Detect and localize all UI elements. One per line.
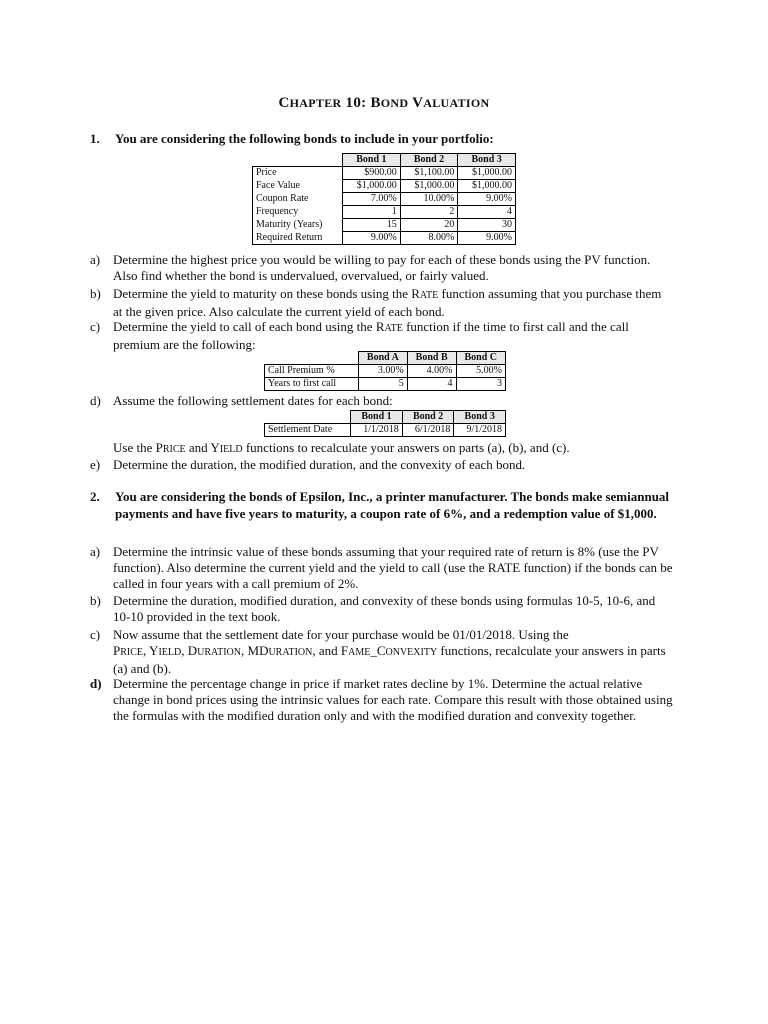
table-cell: 1 <box>343 206 401 219</box>
table-header-row <box>253 154 516 167</box>
item-label: c) <box>90 627 101 642</box>
column-header: Bond 3 <box>454 411 506 424</box>
item-text <box>113 286 673 320</box>
text-run: Determine the yield to call of each bond using the <box>113 319 376 334</box>
table-row <box>253 180 516 193</box>
table-cell: 5.00% <box>456 365 505 378</box>
function-name: URATION <box>268 647 313 658</box>
row-label: Face Value <box>253 180 343 193</box>
table-cell: 9/1/2018 <box>454 424 506 437</box>
title-part: 10: <box>341 95 371 111</box>
function-name: F <box>340 643 349 658</box>
function-name: RICE <box>162 444 186 455</box>
table-cell: $1,000.00 <box>400 180 458 193</box>
item-text: Determine the duration, modified duration, and convexity of these bonds using formulas 10-5, 10-6, and 10-10 provided in the text book. <box>113 593 656 624</box>
item-text: Assume the following settlement dates for each bond: <box>113 393 393 408</box>
call-premium-table <box>264 351 506 391</box>
function-name: IELD <box>219 444 243 455</box>
row-label: Frequency <box>253 206 343 219</box>
item-text: Determine the intrinsic value of these bonds assuming that your required rate of return is 8% (use the PV function). Also determine the current yield and the yield to call (use the RATE function) if the bonds can be called in four years with a call premium of 2%. <box>113 544 673 591</box>
table-row <box>253 167 516 180</box>
table-header-row <box>265 411 506 424</box>
table-cell: 9.00% <box>458 193 516 206</box>
column-header: Bond C <box>456 352 505 365</box>
item-label: b) <box>90 593 101 608</box>
table-cell: 7.00% <box>343 193 401 206</box>
text-run: functions to recalculate your answers on parts (a), (b), and (c). <box>242 440 570 455</box>
table-cell: 10.00% <box>400 193 458 206</box>
text-run: , <box>181 643 188 658</box>
function-name: IELD <box>158 647 182 658</box>
title-part: C <box>278 95 290 111</box>
question-text: You are considering the bonds of Epsilon, Inc., a printer manufacturer. The bonds make semiannual payments and have five years to maturity, a coupon rate of 6%, and a redemption value of $1,000. <box>115 489 670 521</box>
column-header: Bond A <box>359 352 408 365</box>
column-header: Bond B <box>407 352 456 365</box>
row-label: Settlement Date <box>265 424 351 437</box>
table-cell: 6/1/2018 <box>402 424 454 437</box>
function-name: URATION <box>197 647 241 658</box>
function-name: R <box>411 286 420 301</box>
table-row <box>265 378 506 391</box>
settlement-date-table <box>264 410 506 437</box>
column-header: Bond 2 <box>402 411 454 424</box>
row-label: Call Premium % <box>265 365 359 378</box>
function-name: ATE <box>419 290 439 301</box>
text-run: Use the <box>113 440 156 455</box>
function-name: _C <box>370 643 386 658</box>
table-cell: 9.00% <box>343 232 401 245</box>
row-label: Coupon Rate <box>253 193 343 206</box>
item-text <box>113 627 673 677</box>
table-header-row <box>265 352 506 365</box>
text-run: , M <box>241 643 260 658</box>
title-part: OND <box>380 96 409 110</box>
table-cell: 3.00% <box>359 365 408 378</box>
table-row <box>253 219 516 232</box>
function-name: ATE <box>384 323 403 334</box>
blank-header <box>253 154 343 167</box>
table-cell: 4.00% <box>407 365 456 378</box>
table-row <box>253 232 516 245</box>
table-cell: $1,100.00 <box>400 167 458 180</box>
table-cell: 20 <box>400 219 458 232</box>
table-cell: 9.00% <box>458 232 516 245</box>
title-part: V <box>408 95 424 111</box>
table-cell: 4 <box>458 206 516 219</box>
item-text <box>113 319 673 353</box>
text-run: function if the time to first call and the call premium are the following: <box>113 319 629 352</box>
text-run: and <box>185 440 211 455</box>
table-row <box>253 206 516 219</box>
table-cell: $1,000.00 <box>343 180 401 193</box>
table-cell: 30 <box>458 219 516 232</box>
bond-table <box>252 153 516 245</box>
title-part: ALUATION <box>423 96 490 110</box>
question-text: You are considering the following bonds to include in your portfolio: <box>115 131 494 146</box>
table-row <box>265 365 506 378</box>
function-name: AME <box>348 647 371 658</box>
item-label: a) <box>90 252 101 267</box>
item-label: c) <box>90 319 101 334</box>
item-label: b) <box>90 286 101 301</box>
row-label: Price <box>253 167 343 180</box>
table-cell: $900.00 <box>343 167 401 180</box>
table-cell: $1,000.00 <box>458 167 516 180</box>
function-name: Y <box>149 643 159 658</box>
item-text: Determine the highest price you would be willing to pay for each of these bonds using the PV function. Also find whether the bond is undervalued, overvalued, or fairly valued. <box>113 252 651 283</box>
item-label: e) <box>90 457 101 472</box>
function-name: D <box>187 643 198 658</box>
blank-header <box>265 411 351 424</box>
blank-header <box>265 352 359 365</box>
function-name: D <box>259 643 269 658</box>
function-name: RICE <box>120 647 144 658</box>
table-row <box>265 424 506 437</box>
table-cell: 15 <box>343 219 401 232</box>
function-name: R <box>375 319 385 334</box>
table-cell: 5 <box>359 378 408 391</box>
table-cell: 8.00% <box>400 232 458 245</box>
title-part: HAPTER <box>289 96 342 110</box>
function-name: P <box>155 440 163 455</box>
column-header: Bond 1 <box>343 154 401 167</box>
item-text: Determine the percentage change in price if market rates decline by 1%. Determine the actual relative change in bond prices using the intrinsic values for each rate. Compare this result with those obtained using the formulas with the modified duration only and with the modified duration and convexity together. <box>113 676 673 723</box>
question-number: 2. <box>90 489 100 504</box>
chapter-title <box>0 95 768 112</box>
text-run: Now assume that the settlement date for your purchase would be 01/01/2018. Using the <box>113 627 569 642</box>
item-text: Determine the duration, the modified duration, and the convexity of each bond. <box>113 457 526 472</box>
text-run: , and <box>312 643 341 658</box>
question-1d-followup <box>113 440 570 458</box>
table-cell: 2 <box>400 206 458 219</box>
table-cell: 3 <box>456 378 505 391</box>
item-label: a) <box>90 544 101 559</box>
row-label: Maturity (Years) <box>253 219 343 232</box>
table-cell: 1/1/2018 <box>351 424 403 437</box>
table-row <box>253 193 516 206</box>
question-number: 1. <box>90 131 100 146</box>
text-run: functions, recalculate your answers in parts (a) and (b). <box>113 643 666 676</box>
column-header: Bond 3 <box>458 154 516 167</box>
table-cell: 4 <box>407 378 456 391</box>
text-run: function assuming that you purchase them at the given price. Also calculate the current yield of each bond. <box>113 286 662 319</box>
column-header: Bond 2 <box>400 154 458 167</box>
function-name: ONVEXITY <box>385 647 438 658</box>
item-label: d) <box>90 676 102 691</box>
text-run: , <box>143 643 150 658</box>
title-part: B <box>370 95 381 111</box>
function-name: Y <box>210 440 220 455</box>
column-header: Bond 1 <box>351 411 403 424</box>
table-cell: $1,000.00 <box>458 180 516 193</box>
row-label: Required Return <box>253 232 343 245</box>
text-run: Determine the yield to maturity on these bonds using the <box>113 286 412 301</box>
item-label: d) <box>90 393 101 408</box>
row-label: Years to first call <box>265 378 359 391</box>
function-name: P <box>113 643 121 658</box>
